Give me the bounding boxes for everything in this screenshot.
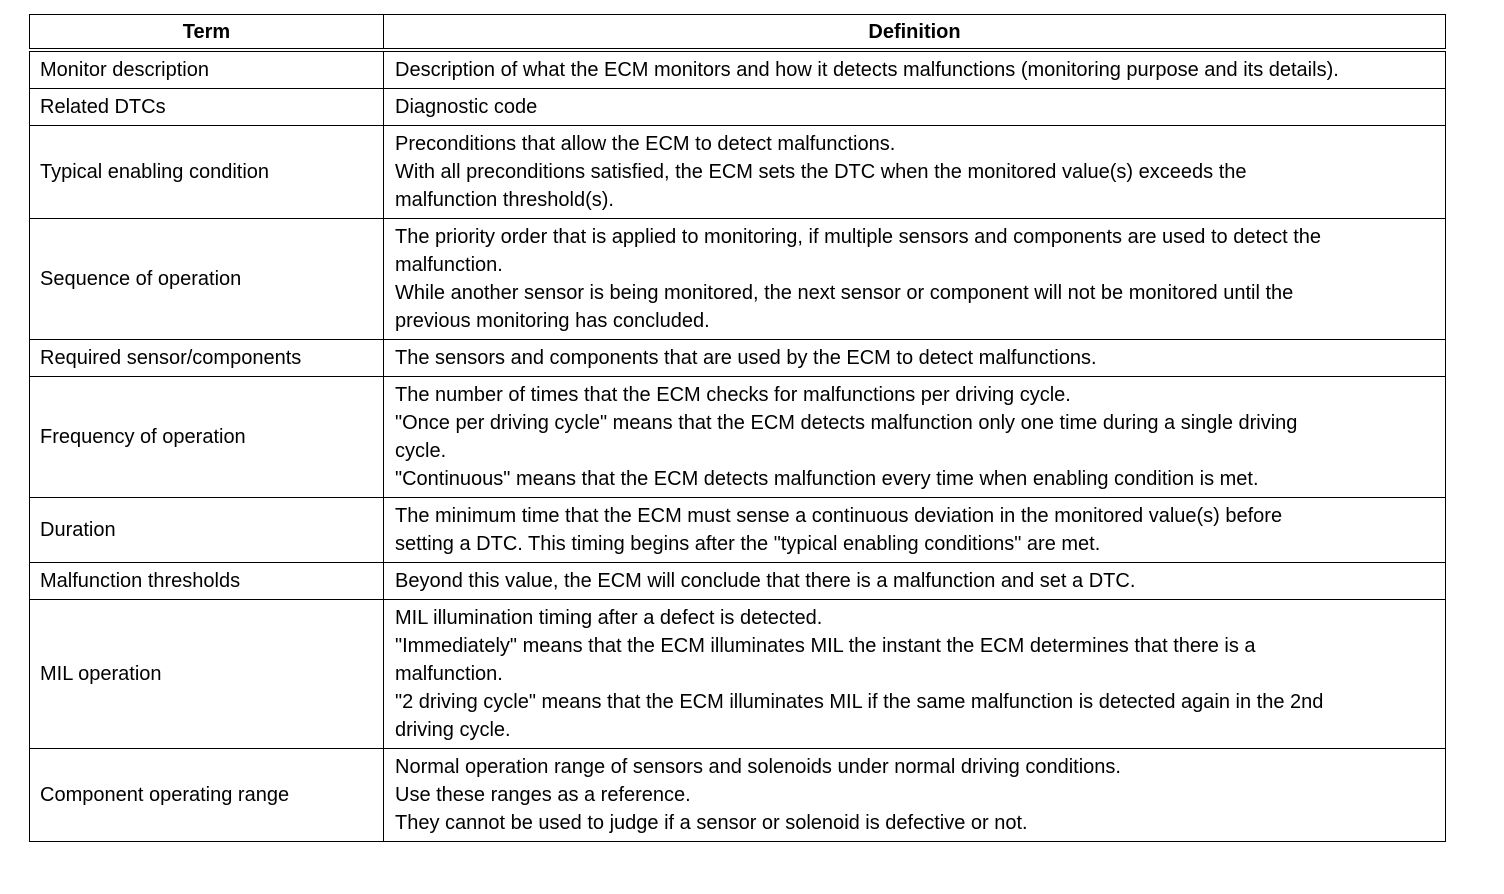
definition-line: With all preconditions satisfied, the ECM sets the DTC when the monitored value(s) exceeds the [395, 161, 1247, 183]
definition-line: Diagnostic code [395, 96, 538, 118]
definition-line: While another sensor is being monitored, the next sensor or component will not be monitored until the [395, 282, 1294, 304]
definition-line: The minimum time that the ECM must sense a continuous deviation in the monitored value(s) before [395, 505, 1283, 527]
table-row [30, 563, 1446, 600]
definition-line: "Once per driving cycle" means that the ECM detects malfunction only one time during a single driving [395, 412, 1298, 434]
definition-cell [384, 600, 1446, 749]
definition-cell [384, 377, 1446, 498]
definition-line: Description of what the ECM monitors and how it detects malfunctions (monitoring purpose and its details). [395, 59, 1339, 81]
definition-line: cycle. [395, 440, 447, 462]
term-cell: Typical enabling condition [30, 126, 384, 219]
term-cell: Monitor description [30, 50, 384, 89]
definition-line: "Immediately" means that the ECM illuminates MIL the instant the ECM determines that there is a [395, 635, 1256, 657]
definition-line: Normal operation range of sensors and solenoids under normal driving conditions. [395, 756, 1121, 778]
table-body [30, 50, 1446, 842]
table-row [30, 50, 1446, 89]
table-header [30, 15, 1446, 51]
term-cell: Component operating range [30, 749, 384, 842]
definition-line: malfunction. [395, 663, 503, 685]
definition-cell [384, 563, 1446, 600]
term-cell: Sequence of operation [30, 219, 384, 340]
definition-cell [384, 340, 1446, 377]
term-cell: Related DTCs [30, 89, 384, 126]
table-row [30, 498, 1446, 563]
definition-line: The priority order that is applied to monitoring, if multiple sensors and components are used to detect the [395, 226, 1322, 248]
definition-cell [384, 126, 1446, 219]
definition-line: Beyond this value, the ECM will conclude that there is a malfunction and set a DTC. [395, 570, 1136, 592]
table-row [30, 219, 1446, 340]
definition-line: "2 driving cycle" means that the ECM illuminates MIL if the same malfunction is detected again in the 2nd [395, 691, 1324, 713]
definition-line: Preconditions that allow the ECM to detect malfunctions. [395, 133, 896, 155]
table-row [30, 126, 1446, 219]
definition-cell [384, 219, 1446, 340]
term-cell: Duration [30, 498, 384, 563]
term-cell: Frequency of operation [30, 377, 384, 498]
definition-line: They cannot be used to judge if a sensor or solenoid is defective or not. [395, 812, 1028, 834]
table-row [30, 600, 1446, 749]
definition-line: previous monitoring has concluded. [395, 310, 710, 332]
table-row [30, 749, 1446, 842]
definition-cell [384, 89, 1446, 126]
table-row [30, 340, 1446, 377]
definition-line: The sensors and components that are used by the ECM to detect malfunctions. [395, 347, 1097, 369]
definition-line: "Continuous" means that the ECM detects malfunction every time when enabling condition is met. [395, 468, 1259, 490]
definition-cell [384, 498, 1446, 563]
term-cell: Required sensor/components [30, 340, 384, 377]
definition-line: malfunction. [395, 254, 503, 276]
definition-line: setting a DTC. This timing begins after the "typical enabling conditions" are met. [395, 533, 1101, 555]
header-term: Term [30, 15, 384, 51]
header-row [30, 15, 1446, 51]
term-cell: MIL operation [30, 600, 384, 749]
table-row [30, 377, 1446, 498]
definition-line: The number of times that the ECM checks for malfunctions per driving cycle. [395, 384, 1071, 406]
definition-line: Use these ranges as a reference. [395, 784, 691, 806]
definition-line: malfunction threshold(s). [395, 189, 614, 211]
definition-line: driving cycle. [395, 719, 511, 741]
terms-table [29, 14, 1446, 842]
term-cell: Malfunction thresholds [30, 563, 384, 600]
definition-line: MIL illumination timing after a defect is detected. [395, 607, 823, 629]
table-row [30, 89, 1446, 126]
definition-cell [384, 749, 1446, 842]
definition-cell [384, 50, 1446, 89]
header-definition: Definition [384, 15, 1446, 51]
